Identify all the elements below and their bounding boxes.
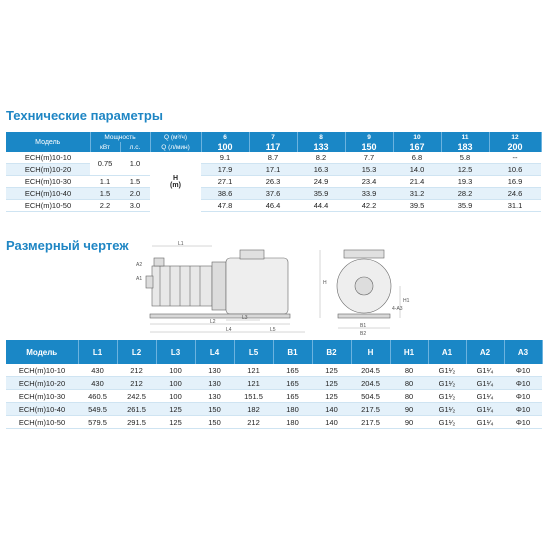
head-value: 35.9	[297, 188, 345, 200]
dim-cell: 242.5	[117, 390, 156, 403]
label-l4: L4	[226, 327, 232, 333]
dim-header-cell: Модель	[6, 340, 78, 364]
dim-cell: 204.5	[351, 364, 390, 377]
dim-cell: 182	[234, 403, 273, 416]
head-value: 16.9	[489, 176, 541, 188]
q-lmin-value: 183	[441, 142, 489, 152]
model-cell: ECH(m)10-30	[6, 176, 90, 188]
dim-cell: 121	[234, 377, 273, 390]
dim-cell: G1¹⁄₂	[428, 416, 466, 429]
dim-cell: 80	[390, 390, 428, 403]
front-terminal-box	[344, 250, 384, 258]
dim-cell: 579.5	[78, 416, 117, 429]
dim-cell: 165	[273, 377, 312, 390]
table-row	[6, 364, 542, 377]
dim-cell: G1¹⁄₄	[466, 403, 504, 416]
table-row	[6, 200, 541, 212]
head-value: 8.7	[249, 152, 297, 164]
q-m3h-value: 9	[345, 132, 393, 142]
dim-cell: 217.5	[351, 416, 390, 429]
head-value: 21.4	[393, 176, 441, 188]
header-hp: л.с.	[120, 142, 150, 152]
dim-cell: 125	[156, 416, 195, 429]
header-kw: кВт	[90, 142, 120, 152]
dim-cell: 460.5	[78, 390, 117, 403]
dim-cell: G1¹⁄₄	[466, 377, 504, 390]
head-value: 39.5	[393, 200, 441, 212]
table-row	[6, 390, 542, 403]
dim-cell: Φ10	[504, 403, 542, 416]
outlet-port	[154, 258, 164, 266]
motor-body	[226, 258, 288, 314]
head-value: 42.2	[345, 200, 393, 212]
dim-header-cell: H	[351, 340, 390, 364]
q-lmin-value: 200	[489, 142, 541, 152]
label-h: H	[323, 280, 327, 286]
label-b2: B2	[360, 331, 367, 336]
head-unit: (m)	[170, 181, 181, 189]
dim-cell: Φ10	[504, 416, 542, 429]
q-lmin-value: 100	[201, 142, 249, 152]
model-cell: ECH(m)10-40	[6, 188, 90, 200]
head-value: 24.9	[297, 176, 345, 188]
head-value: 12.5	[441, 164, 489, 176]
head-value: 17.9	[201, 164, 249, 176]
hp-cell: 1.5	[120, 176, 150, 188]
dim-cell: 90	[390, 416, 428, 429]
dim-cell: ECH(m)10-30	[6, 390, 78, 403]
dim-cell: 217.5	[351, 403, 390, 416]
dim-cell: 130	[195, 390, 234, 403]
dim-cell: 130	[195, 364, 234, 377]
dim-cell: 180	[273, 416, 312, 429]
kw-cell: 1.1	[90, 176, 120, 188]
front-port-circle	[355, 277, 373, 295]
head-value: 5.8	[441, 152, 489, 164]
dim-cell: G1¹⁄₂	[428, 403, 466, 416]
head-value: 16.3	[297, 164, 345, 176]
dim-header-cell: L3	[156, 340, 195, 364]
dim-cell: 212	[117, 377, 156, 390]
q-lmin-value: 167	[393, 142, 441, 152]
section-title-dimension-drawing: Размерный чертеж	[6, 238, 129, 253]
q-m3h-value: 12	[489, 132, 541, 142]
dim-cell: G1¹⁄₄	[466, 390, 504, 403]
dim-cell: 125	[156, 403, 195, 416]
label-h1: H1	[403, 298, 410, 304]
dim-cell: 204.5	[351, 377, 390, 390]
head-label-cell	[150, 152, 201, 212]
dim-cell: ECH(m)10-10	[6, 364, 78, 377]
dim-cell: ECH(m)10-20	[6, 377, 78, 390]
table-row	[6, 377, 542, 390]
label-b1: B1	[360, 323, 367, 329]
dim-cell: 100	[156, 364, 195, 377]
head-value: 31.2	[393, 188, 441, 200]
dim-cell: 125	[312, 364, 351, 377]
front-base	[338, 314, 390, 318]
dim-header-cell: L5	[234, 340, 273, 364]
dim-header-cell: B1	[273, 340, 312, 364]
dim-cell: Φ10	[504, 390, 542, 403]
label-l5: L5	[270, 327, 276, 333]
dim-cell: G1¹⁄₂	[428, 390, 466, 403]
dim-cell: 121	[234, 364, 273, 377]
head-value: 31.1	[489, 200, 541, 212]
dim-cell: 100	[156, 390, 195, 403]
section-title-tech-params: Технические параметры	[6, 108, 163, 123]
dimension-drawing	[130, 240, 430, 336]
dimensions-table	[6, 340, 543, 429]
dim-header-cell: A3	[504, 340, 542, 364]
q-m3h-value: 11	[441, 132, 489, 142]
head-value: 17.1	[249, 164, 297, 176]
pump-side-view	[146, 250, 290, 318]
head-value: --	[489, 152, 541, 164]
head-value: 38.6	[201, 188, 249, 200]
label-a3: 4-A3	[392, 306, 403, 312]
dim-cell: 212	[234, 416, 273, 429]
dim-header-cell: L4	[195, 340, 234, 364]
dim-cell: G1¹⁄₄	[466, 364, 504, 377]
dim-cell: 90	[390, 403, 428, 416]
dim-cell: 140	[312, 416, 351, 429]
head-value: 47.8	[201, 200, 249, 212]
dim-header-cell: B2	[312, 340, 351, 364]
dim-cell: 549.5	[78, 403, 117, 416]
label-a2: A2	[136, 262, 143, 268]
dim-header-cell: A1	[428, 340, 466, 364]
dim-header-cell: L2	[117, 340, 156, 364]
dim-header-cell: L1	[78, 340, 117, 364]
head-value: 28.2	[441, 188, 489, 200]
head-value: 44.4	[297, 200, 345, 212]
dim-cell: 165	[273, 390, 312, 403]
dim-cell: 125	[312, 377, 351, 390]
dim-cell: 80	[390, 364, 428, 377]
head-value: 10.6	[489, 164, 541, 176]
table-row	[6, 416, 542, 429]
head-value: 27.1	[201, 176, 249, 188]
q-m3h-value: 7	[249, 132, 297, 142]
model-cell: ECH(m)10-10	[6, 152, 90, 164]
dim-cell: 430	[78, 377, 117, 390]
dim-cell: G1¹⁄₂	[428, 377, 466, 390]
dim-cell: 165	[273, 364, 312, 377]
q-lmin-value: 133	[297, 142, 345, 152]
head-value: 8.2	[297, 152, 345, 164]
dim-cell: 180	[273, 403, 312, 416]
model-cell: ECH(m)10-20	[6, 164, 90, 176]
pump-front-view	[337, 250, 391, 318]
dim-cell: ECH(m)10-40	[6, 403, 78, 416]
header-model: Модель	[6, 132, 90, 152]
dim-cell: 150	[195, 403, 234, 416]
tech-params-table	[6, 132, 542, 212]
head-value: 6.8	[393, 152, 441, 164]
label-a1: A1	[136, 276, 143, 282]
head-value: 35.9	[441, 200, 489, 212]
head-value: 7.7	[345, 152, 393, 164]
hp-cell: 3.0	[120, 200, 150, 212]
head-value: 46.4	[249, 200, 297, 212]
table-row	[6, 152, 541, 164]
head-value: 14.0	[393, 164, 441, 176]
head-value: 37.6	[249, 188, 297, 200]
dim-cell: Φ10	[504, 364, 542, 377]
table-row	[6, 403, 542, 416]
dim-cell: ECH(m)10-50	[6, 416, 78, 429]
q-lmin-value: 117	[249, 142, 297, 152]
tech-header-row-top	[6, 132, 541, 142]
dim-cell: 291.5	[117, 416, 156, 429]
head-label: H	[172, 174, 179, 182]
dim-header-cell: A2	[466, 340, 504, 364]
dim-cell: 125	[312, 390, 351, 403]
head-value: 33.9	[345, 188, 393, 200]
q-m3h-value: 6	[201, 132, 249, 142]
dim-cell: 430	[78, 364, 117, 377]
header-power: Мощность	[90, 132, 150, 142]
dim-cell: 80	[390, 377, 428, 390]
label-l1: L1	[178, 241, 184, 247]
header-q-m3h: Q (м³/ч)	[150, 132, 201, 142]
dim-cell: 100	[156, 377, 195, 390]
dim-cell: G1¹⁄₂	[428, 364, 466, 377]
hp-cell: 1.0	[120, 152, 150, 176]
head-value: 9.1	[201, 152, 249, 164]
table-row	[6, 188, 541, 200]
table-row	[6, 164, 541, 176]
label-l2: L2	[210, 319, 216, 325]
head-value: 24.6	[489, 188, 541, 200]
dim-cell: 504.5	[351, 390, 390, 403]
dim-cell: 140	[312, 403, 351, 416]
terminal-box	[240, 250, 264, 259]
dim-cell: Φ10	[504, 377, 542, 390]
pump-flange	[212, 262, 226, 310]
dim-cell: 150	[195, 416, 234, 429]
head-value: 19.3	[441, 176, 489, 188]
pump-body	[152, 266, 212, 306]
dim-cell: G1¹⁄₄	[466, 416, 504, 429]
head-value: 26.3	[249, 176, 297, 188]
header-q-lmin: Q (л/мин)	[150, 142, 201, 152]
q-lmin-value: 150	[345, 142, 393, 152]
label-l3: L3	[242, 315, 248, 321]
inlet-port	[146, 276, 153, 288]
head-value: 15.3	[345, 164, 393, 176]
hp-cell: 2.0	[120, 188, 150, 200]
dimensions-header-row	[6, 340, 542, 364]
kw-cell: 1.5	[90, 188, 120, 200]
kw-cell: 2.2	[90, 200, 120, 212]
dim-cell: 261.5	[117, 403, 156, 416]
dim-cell: 151.5	[234, 390, 273, 403]
dim-header-cell: H1	[390, 340, 428, 364]
kw-cell: 0.75	[90, 152, 120, 176]
dim-cell: 212	[117, 364, 156, 377]
model-cell: ECH(m)10-50	[6, 200, 90, 212]
dim-cell: 130	[195, 377, 234, 390]
q-m3h-value: 10	[393, 132, 441, 142]
head-value: 23.4	[345, 176, 393, 188]
table-row	[6, 176, 541, 188]
pump-base	[150, 314, 290, 318]
q-m3h-value: 8	[297, 132, 345, 142]
